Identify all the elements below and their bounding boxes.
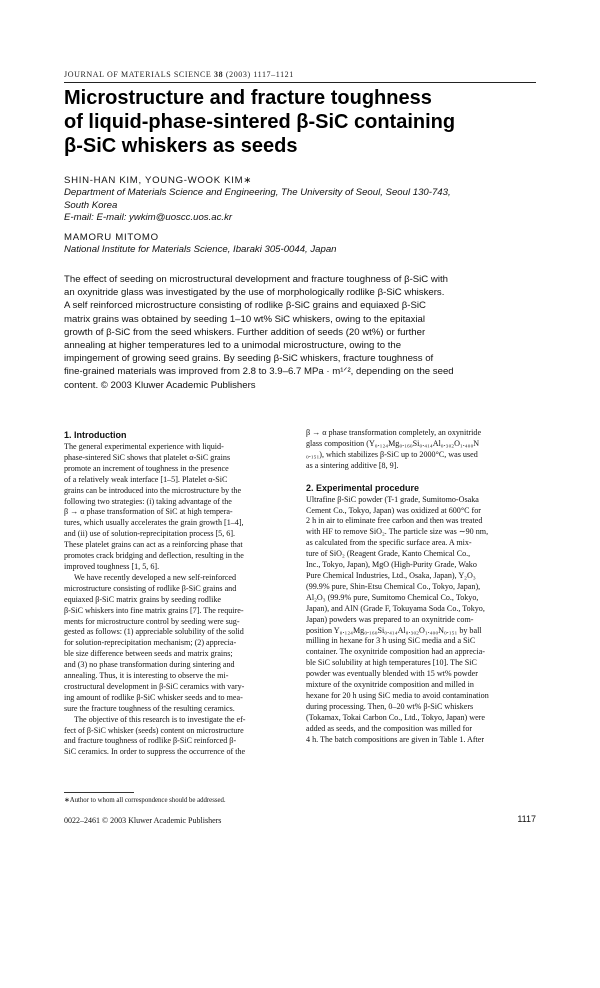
abstract-line: matrix grains was obtained by seeding 1–10 wt% SiC whiskers, owing to the epitaxial	[64, 313, 426, 325]
text-line: Japan), and AlN (Grade F, Tokuyama Soda Co., Tokyo,	[306, 603, 485, 613]
abstract-line: annealing at higher temperatures led to a unimodal microstructure, owing to the	[64, 340, 402, 352]
text-line: glass composition (Y₀.₁₂₄Mg₀.₁₆₀Si₀.₄₁₄Al₀.₃₀₂O₁.₄₀₀N	[306, 438, 480, 448]
abstract-line: growth of β-SiC from the seed whiskers. Further addition of seeds (20 wt%) or further	[64, 326, 426, 338]
abstract-line: impingement of growing seed grains. By seeding β-SiC whiskers, fracture toughness of	[64, 353, 434, 365]
journal-name: JOURNAL OF MATERIALS SCIENCE	[64, 70, 212, 79]
text-line: and (3) no phase transformation during sintering and	[64, 660, 235, 670]
section-spacer	[306, 472, 534, 481]
text-line: milling in hexane for 3 h using SiC media and a SiC	[306, 636, 476, 646]
experimental-paragraph	[306, 495, 534, 746]
intro-continuation	[306, 428, 534, 472]
text-line: added as seeds, and the composition was milled for	[306, 723, 473, 733]
text-line: container. The oxynitride composition had an apprecia-	[306, 647, 485, 657]
page-number: 1117	[517, 814, 536, 824]
text-line: and (ii) use of solution-reprecipitation process [5, 6].	[64, 529, 236, 539]
text-line: SiC ceramics. In order to suppress the occurrence of the	[64, 747, 246, 757]
text-line: powder was eventually blended with 15 wt% powder	[306, 669, 478, 679]
text-line: as calculated from the specific surface area. A mix-	[306, 538, 472, 548]
journal-year-pages: (2003) 1117–1121	[225, 70, 294, 79]
text-line: tures, which usually accelerates the grain growth [1–4],	[64, 518, 244, 528]
footnote-rule	[64, 792, 134, 793]
issn-copyright: 0022–2461 © 2003 Kluwer Academic Publishers	[64, 816, 222, 825]
section-heading-introduction: 1. Introduction	[64, 430, 127, 440]
text-line: ture of SiO₂ (Reagent Grade, Kanto Chemical Co.,	[306, 549, 471, 559]
title-line: Microstructure and fracture toughness	[64, 87, 432, 109]
abstract	[64, 273, 536, 392]
text-line: Cement Co., Tokyo, Japan) was oxidized at 600°C for	[306, 505, 481, 515]
intro-paragraph-2	[64, 573, 292, 715]
text-line: fect of β-SiC whisker (seeds) content on microstructure	[64, 725, 244, 735]
abstract-line: A self reinforced microstructure consisting of rodlike β-SiC grains and equiaxed β-SiC	[64, 300, 426, 312]
text-line: position Y₀.₁₂₄Mg₀.₁₆₀Si₀.₄₁₄Al₀.₃₀₂O₁.₄₀₀N₀.₁₅₁ by ball	[306, 625, 482, 635]
text-line: We have recently developed a new self-reinforced	[74, 572, 237, 582]
text-line: and fracture toughness of rodlike β-SiC reinforced β-	[64, 736, 237, 746]
affiliation-line: National Institute for Materials Science, Ibaraki 305-0044, Japan	[64, 243, 337, 255]
author-names: SHIN-HAN KIM, YOUNG-WOOK KIM∗	[64, 175, 253, 186]
text-line: ₀.₁₅₁), which stabilizes β-SiC up to 2000°C, was used	[306, 449, 478, 459]
text-line: β-SiC whiskers into fine matrix grains [7]. The require-	[64, 605, 244, 615]
author-block	[64, 174, 544, 256]
affiliation-line: Department of Materials Science and Engineering, The University of Seoul, Seoul 130-743,	[64, 187, 451, 198]
author-names: MAMORU MITOMO	[64, 231, 159, 243]
author-email[interactable]: E-mail: E-mail: ywkim@uoscc.uos.ac.kr	[64, 212, 233, 223]
text-line: equiaxed β-SiC matrix grains by seeding rodlike	[64, 594, 221, 604]
text-line: promotes crack bridging and deflection, resulting in the	[64, 551, 244, 561]
abstract-line: content. © 2003 Kluwer Academic Publishers	[64, 379, 256, 391]
text-line: These platelet grains can act as a reinforcing phase that	[64, 540, 243, 550]
title-line: β-SiC whiskers as seeds	[64, 135, 298, 157]
paper-title	[64, 86, 534, 158]
text-line: for solution-reprecipitation mechanism; (2) apprecia-	[64, 638, 237, 648]
text-line: 2 h in air to eliminate free carbon and then was treated	[306, 516, 483, 526]
text-line: Al₂O₃ (99.9% pure, Sumitomo Chemical Co., Tokyo,	[306, 592, 479, 602]
left-column	[64, 428, 292, 758]
text-line: phase-sintered SiC shows that platelet α-SiC grains	[64, 452, 231, 462]
text-line: with HF to remove SiO₂. The particle size was ∼90 nm,	[306, 527, 489, 537]
abstract-line: an oxynitride glass was investigated by the use of morphologically rodlike β-SiC whiskers.	[64, 287, 445, 299]
text-line: crostructural development in β-SiC ceramics with vary-	[64, 681, 245, 691]
text-line: Pure Chemical Industries, Ltd., Osaka, Japan), Y₂O₃	[306, 570, 476, 580]
text-line: sure the fracture toughness of the resulting ceramics.	[64, 703, 235, 713]
text-line: β → α phase transformation completely, an oxynitride	[306, 428, 482, 437]
text-line: improved toughness [1, 5, 6].	[64, 561, 160, 571]
title-line: of liquid-phase-sintered β-SiC containing	[64, 111, 456, 133]
text-line: annealing. Thus, it is interesting to observe the mi-	[64, 671, 229, 681]
text-line: The general experimental experience with liquid-	[64, 442, 224, 451]
running-head	[64, 70, 294, 79]
intro-paragraph-1	[64, 442, 292, 573]
text-line: ing amount of rodlike β-SiC whisker seeds and to mea-	[64, 692, 243, 702]
text-line: ble SiC solubility at high temperatures [10]. The SiC	[306, 658, 477, 668]
text-line: as a sintering additive [8, 9].	[306, 460, 399, 470]
text-line: ments for microstructure control by seeding were sug-	[64, 616, 240, 626]
correspondence-footnote: ∗Author to whom all correspondence should be addressed.	[64, 797, 226, 804]
text-line: promote an increment of toughness in the presence	[64, 463, 229, 473]
text-line: β → α phase transformation of SiC at high tempera-	[64, 507, 233, 517]
text-line: Ultrafine β-SiC powder (T-1 grade, Sumitomo-Osaka	[306, 494, 479, 504]
text-line: during processing. Then, 0–20 wt% β-SiC whiskers	[306, 701, 474, 711]
intro-paragraph-3	[64, 715, 292, 759]
text-line: Japan) powders was prepared to an oxynitride com-	[306, 614, 474, 624]
text-line: following two strategies: (i) taking advantage of the	[64, 496, 232, 506]
abstract-line: fine-grained materials was improved from 2.8 to 3.9–6.7 MPa · m¹ᐟ², depending on the seed	[64, 366, 454, 378]
section-heading-experimental: 2. Experimental procedure	[306, 482, 420, 493]
text-line: microstructure consisting of rodlike β-SiC grains and	[64, 583, 237, 593]
text-line: The objective of this research is to investigate the ef-	[74, 714, 246, 724]
header-rule	[64, 82, 536, 83]
text-line: hexane for 20 h using SiC media to avoid contamination	[306, 690, 489, 700]
affiliation-line: South Korea	[64, 199, 118, 211]
text-line: gested as follows: (1) appreciable solubility of the solid	[64, 627, 244, 637]
text-line: (99.9% pure, Shin-Etsu Chemical Co., Tokyo, Japan),	[306, 581, 481, 591]
text-line: 4 h. The batch compositions are given in Table 1. After	[306, 734, 485, 744]
text-line: grains can be introduced into the microstructure by the	[64, 485, 242, 495]
text-line: mixture of the oxynitride composition and milled in	[306, 680, 474, 690]
text-line: (Tokamax, Tokai Carbon Co., Ltd., Tokyo, Japan) were	[306, 712, 485, 722]
journal-volume: 38	[214, 70, 224, 79]
text-line: Inc., Tokyo, Japan), MgO (High-Purity Grade, Wako	[306, 560, 477, 570]
right-column	[306, 428, 534, 745]
abstract-line: The effect of seeding on microstructural development and fracture toughness of β-SiC with	[64, 274, 448, 285]
text-line: of a relatively weak interface [1–5]. Platelet α-SiC	[64, 474, 228, 484]
text-line: ble size difference between seeds and matrix grains;	[64, 649, 233, 659]
